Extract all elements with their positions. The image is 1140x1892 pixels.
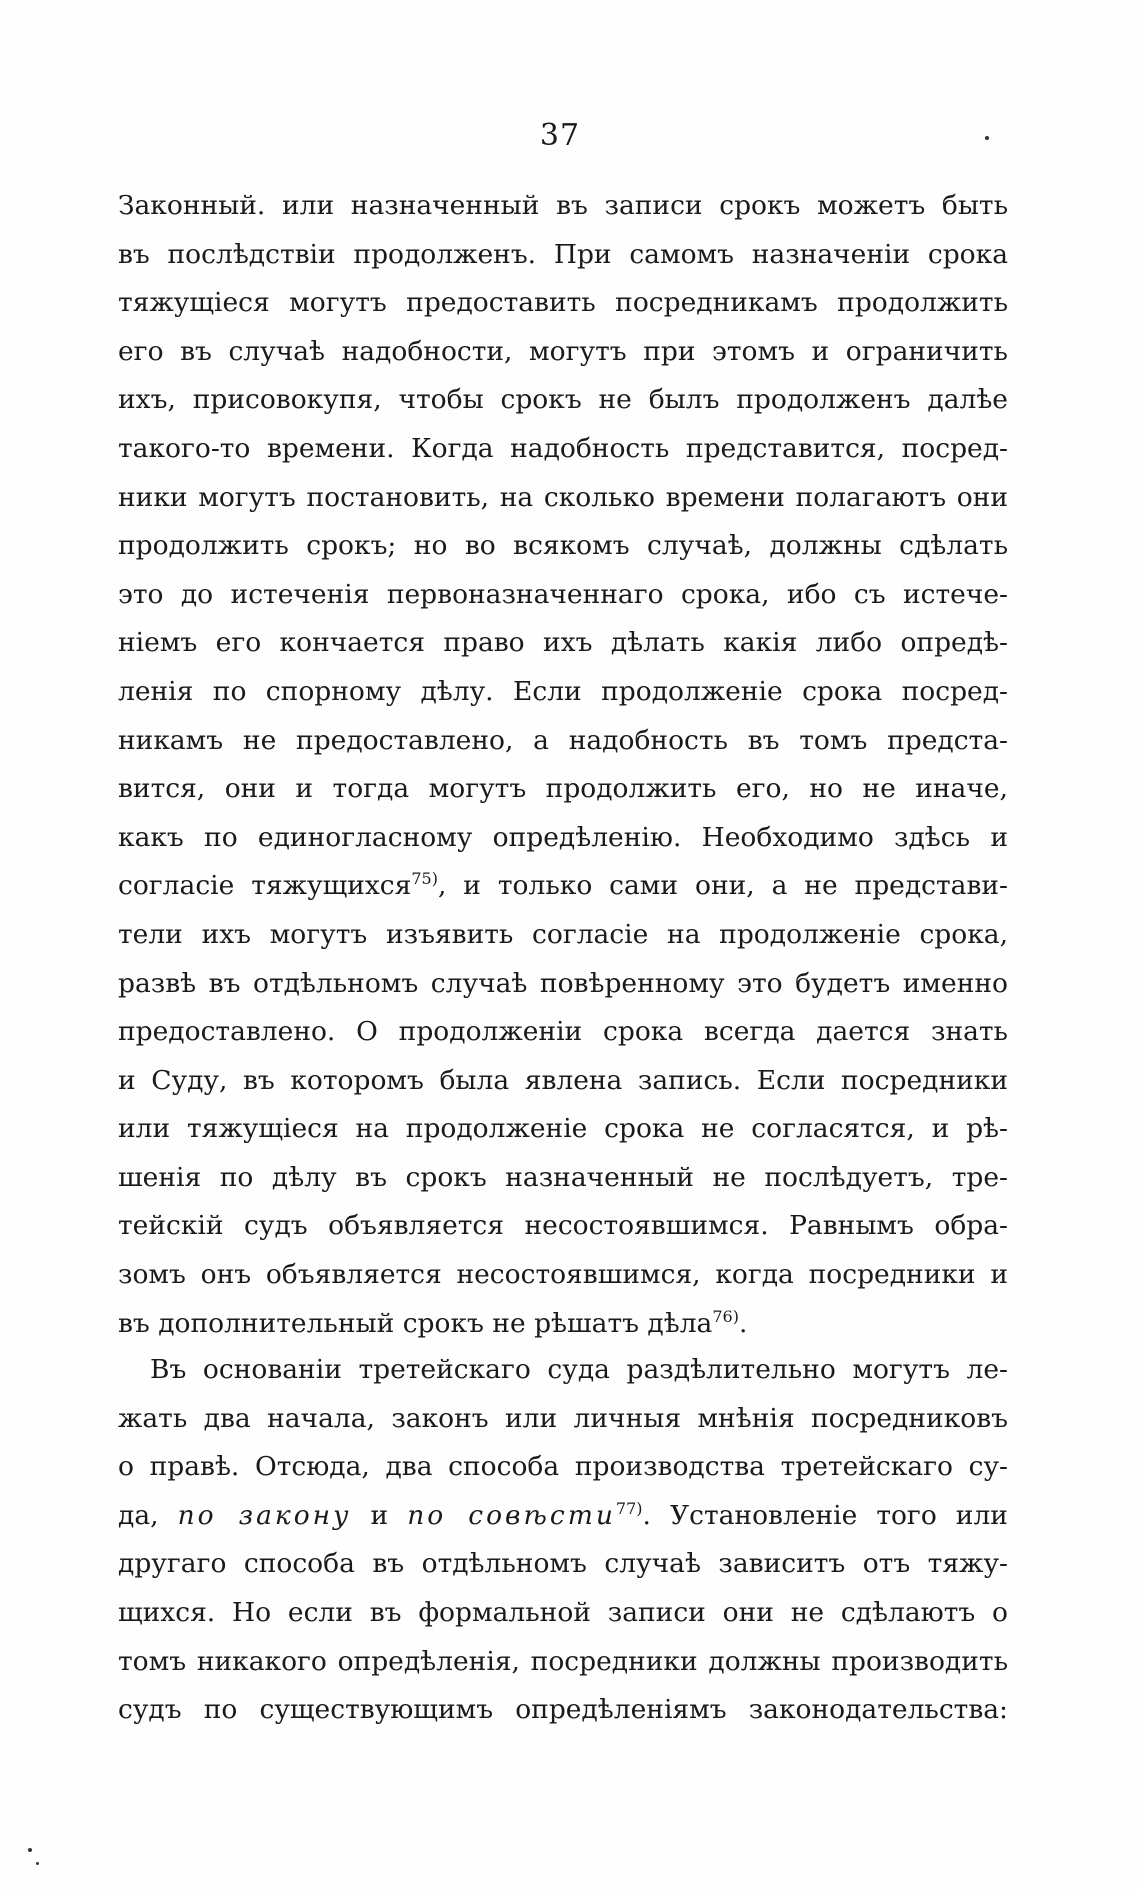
text-line: тели ихъ могутъ изъявить согласіе на продолженіе срока, <box>118 918 1008 950</box>
text-line: судъ по существующимъ опредѣленіямъ законодательства: <box>118 1694 1008 1726</box>
ink-speck <box>985 136 989 140</box>
footnote-marker-75: 75) <box>411 869 438 889</box>
footnote-marker-77: 77) <box>615 1498 643 1518</box>
text-line: ленія по спорному дѣлу. Если продолженіе срока посред- <box>118 675 1008 707</box>
text-line: жать два начала, законъ или личныя мнѣнія посредниковъ <box>118 1402 1008 1434</box>
text-line: въ послѣдствіи продолженъ. При самомъ назначеніи срока <box>118 238 1008 270</box>
text-line-with-footnote <box>118 1300 1008 1349</box>
text-line: ихъ, присовокупя, чтобы срокъ не былъ продолженъ далѣе <box>118 384 1008 416</box>
text-segment: . Установленіе того или <box>642 1499 1008 1531</box>
text-line: какъ по единогласному опредѣленію. Необходимо здѣсь и <box>118 821 1008 853</box>
text-line: и Суду, въ которомъ была явлена запись. Если посредники <box>118 1064 1008 1096</box>
text-line: зомъ онъ объявляется несостоявшимся, когда посредники и <box>118 1259 1008 1291</box>
italic-term-law: по закону <box>177 1499 352 1531</box>
text-segment: , и только сами они, а не представи- <box>437 870 1008 902</box>
text-line: томъ никакого опредѣленія, посредники должны производить <box>118 1645 1008 1677</box>
text-line: ники могутъ постановить, на сколько времени полагаютъ они <box>118 481 1008 513</box>
footnote-marker-76: 76) <box>712 1306 739 1326</box>
paragraph-2 <box>118 1346 1008 1735</box>
text-line: ніемъ его кончается право ихъ дѣлать какія либо опредѣ- <box>118 627 1008 659</box>
text-line: Законный. или назначенный въ записи срокъ можетъ быть <box>118 190 1008 221</box>
text-line: или тяжущіеся на продолженіе срока не согласятся, и рѣ- <box>118 1113 1008 1145</box>
text-line: о правѣ. Отсюда, два способа производства третейскаго су- <box>118 1451 1008 1483</box>
text-line: такого-то времени. Когда надобность представится, посред- <box>118 432 1008 464</box>
text-segment: согласіе тяжущихся <box>118 870 412 902</box>
text-line: никамъ не предоставлено, а надобность въ томъ предста- <box>118 724 1008 756</box>
page-number: 37 <box>539 118 581 153</box>
text-line: предоставлено. О продолженіи срока всегда дается знать <box>118 1016 1008 1048</box>
text-line: продолжить срокъ; но во всякомъ случаѣ, должны сдѣлать <box>118 530 1008 562</box>
text-line: тяжущіеся могутъ предоставить посредникамъ продолжить <box>118 287 1008 319</box>
text-segment: . <box>738 1307 748 1339</box>
text-line: это до истеченія первоназначеннаго срока, ибо съ истече- <box>118 578 1008 610</box>
text-line: развѣ въ отдѣльномъ случаѣ повѣренному это будетъ именно <box>118 967 1008 999</box>
text-segment: да, <box>118 1499 159 1531</box>
text-line-with-italics <box>118 1492 1008 1541</box>
italic-term-conscience: по совѣсти <box>407 1499 616 1531</box>
text-line: Въ основаніи третейскаго суда раздѣлительно могутъ ле- <box>150 1354 1008 1385</box>
text-line-with-footnote <box>118 862 1008 911</box>
text-segment: и <box>370 1499 389 1531</box>
ink-speck <box>28 1848 32 1852</box>
text-line: вится, они и тогда могутъ продолжить его, но не иначе, <box>118 773 1008 805</box>
paragraph-1 <box>118 182 1008 1348</box>
text-line: другаго способа въ отдѣльномъ случаѣ зависитъ отъ тяжу- <box>118 1548 1008 1580</box>
text-segment: въ дополнительный срокъ не рѣшатъ дѣла <box>118 1307 713 1339</box>
text-line: щихся. Но если въ формальной записи они не сдѣлаютъ о <box>118 1596 1008 1628</box>
text-line: тейскій судъ объявляется несостоявшимся. Равнымъ обра- <box>118 1210 1008 1242</box>
text-line: его въ случаѣ надобности, могутъ при этомъ и ограничить <box>118 335 1008 367</box>
text-line: шенія по дѣлу въ срокъ назначенный не послѣдуетъ, тре- <box>118 1161 1008 1193</box>
ink-speck <box>36 1862 39 1865</box>
